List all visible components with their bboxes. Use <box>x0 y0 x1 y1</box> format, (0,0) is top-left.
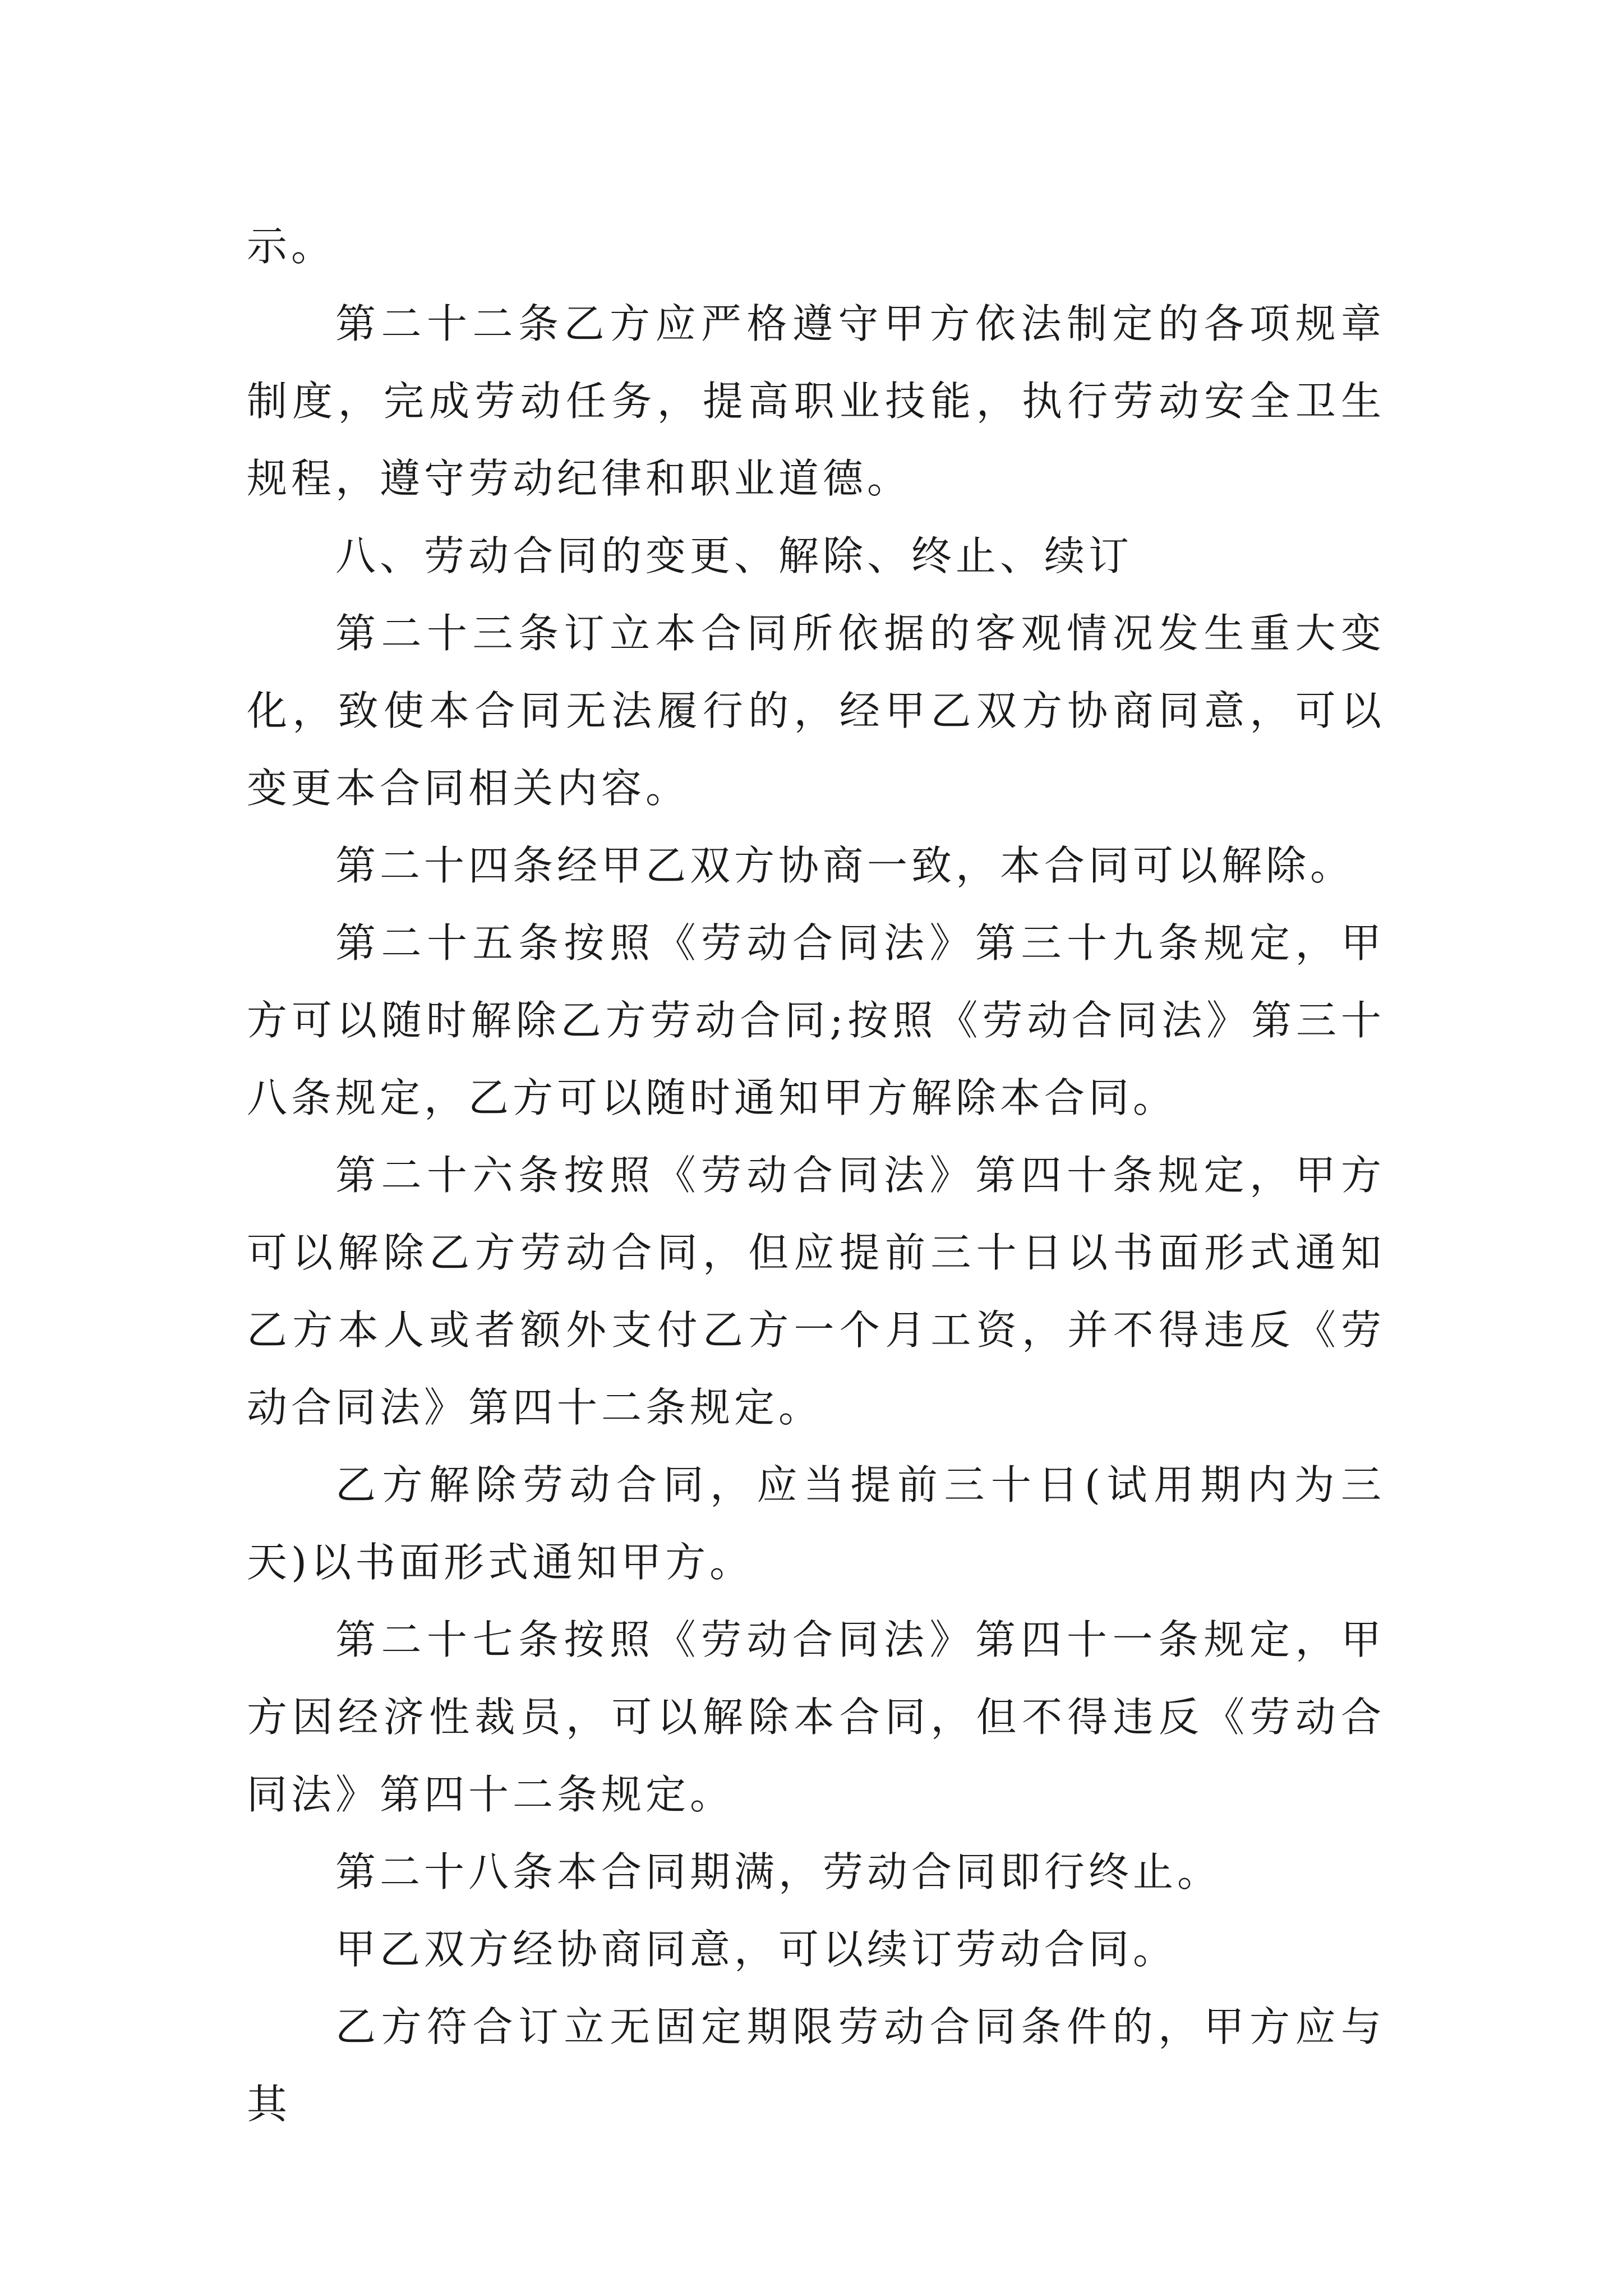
paragraph-article-28-c: 乙方符合订立无固定期限劳动合同条件的，甲方应与其 <box>247 2003 1385 2128</box>
paragraph-article-24: 第二十四条经甲乙双方协商一致，本合同可以解除。 <box>335 842 1355 889</box>
paragraph-article-27: 第二十七条按照《劳动合同法》第四十一条规定，甲方因经济性裁员，可以解除本合同，但不得违反《劳动合同法》第四十二条规定。 <box>247 1616 1385 1818</box>
paragraph-article-26: 第二十六条按照《劳动合同法》第四十条规定，甲方可以解除乙方劳动合同，但应提前三十日以书面形式通知乙方本人或者额外支付乙方一个月工资，并不得违反《劳动合同法》第四十二条规定。 <box>247 1152 1385 1431</box>
paragraph-article-25: 第二十五条按照《劳动合同法》第三十九条规定，甲方可以随时解除乙方劳动合同;按照《劳动合同法》第三十八条规定，乙方可以随时通知甲方解除本合同。 <box>247 919 1385 1121</box>
paragraph-continuation: 示。 <box>247 223 336 270</box>
paragraph-article-28: 第二十八条本合同期满，劳动合同即行终止。 <box>335 1848 1222 1895</box>
section-heading-8: 八、劳动合同的变更、解除、终止、续订 <box>335 532 1133 579</box>
paragraph-article-23: 第二十三条订立本合同所依据的客观情况发生重大变化，致使本合同无法履行的，经甲乙双方协商同意，可以变更本合同相关内容。 <box>247 610 1385 812</box>
document-body <box>247 208 1385 2143</box>
paragraph-article-22: 第二十二条乙方应严格遵守甲方依法制定的各项规章制度，完成劳动任务，提高职业技能，执行劳动安全卫生规程，遵守劳动纪律和职业道德。 <box>247 300 1385 502</box>
paragraph-article-28-b: 甲乙双方经协商同意，可以续订劳动合同。 <box>335 1926 1178 1973</box>
paragraph-article-26-b: 乙方解除劳动合同，应当提前三十日(试用期内为三天)以书面形式通知甲方。 <box>247 1461 1385 1586</box>
